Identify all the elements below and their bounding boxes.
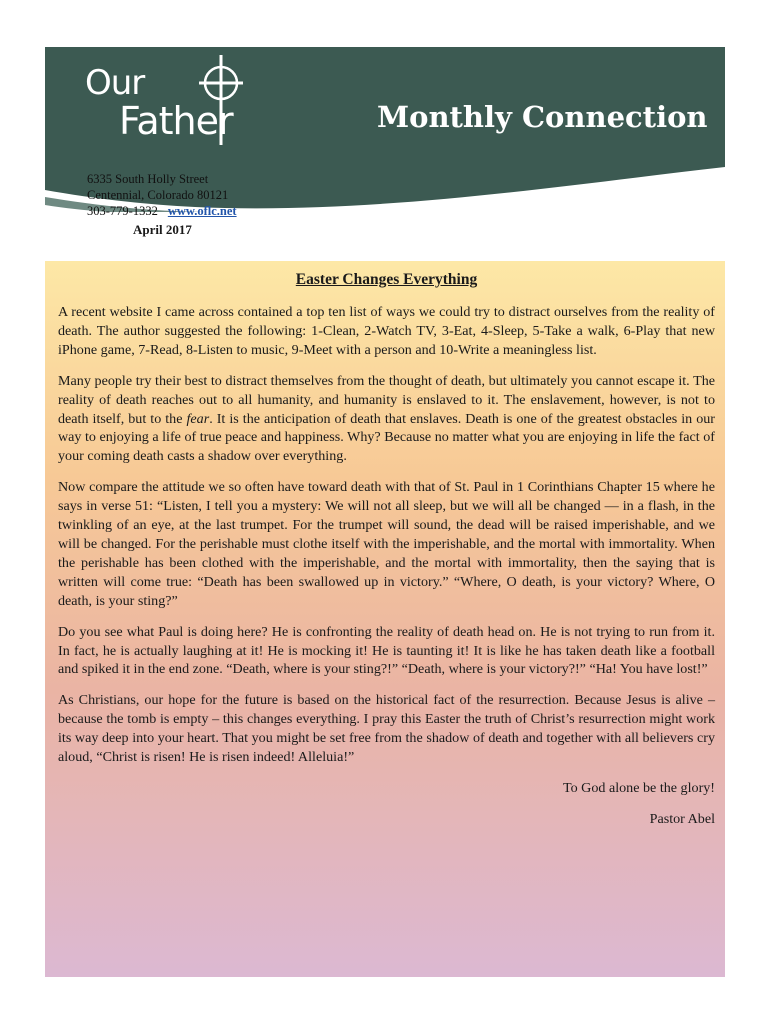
article-box [45,261,725,977]
church-logo [85,61,255,151]
phone-number: 303-779-1332 [87,204,158,218]
address-city: Centennial, Colorado 80121 [87,188,229,202]
article-paragraph-4: Do you see what Paul is doing here? He is confronting the reality of death head on. He is not trying to run from it. In fact, he is actually laughing at it! He is mocking it! He is taunting it! It is like he has taken death like a football and spiked it in the end zone. “Death, where is your sting?!” “Death, where is your victory?!” “Ha! You have lost!” [58,623,715,678]
article-paragraph-2 [58,372,715,467]
church-address [87,171,237,219]
website-link[interactable]: www.oflc.net [167,204,237,218]
paragraph-2-part-2: . It is the anticipation of death that enslaves. Death is one of the greatest obstacles in our way to enjoying a life of true peace and happiness. Why? Because no matter what you are enjoying in life the fact of your coming death casts a shadow over everything. [58,410,715,465]
logo-word-father: Father [119,99,233,143]
contact-line [87,203,237,219]
signature: Pastor Abel [649,810,715,827]
cross-icon [193,53,249,153]
address-street: 6335 South Holly Street [87,172,209,186]
newsletter-title: Monthly Connection [377,100,708,134]
emphasis-fear: fear [186,410,210,427]
closing-line: To God alone be the glory! [562,779,715,796]
issue-date: April 2017 [133,222,192,237]
article-title: Easter Changes Everything [295,271,478,288]
paragraph-2-part-1: Many people try their best to distract themselves from the thought of death, but ultimately you cannot escape it. The reality of death reaches out to all humanity, and humanity is enslaved to it. The enslavement, however, is not to death itself, but to the [58,372,715,427]
logo-word-our: Our [85,63,145,103]
article-paragraph-3: Now compare the attitude we so often have toward death with that of St. Paul in 1 Corinthians Chapter 15 where he says in verse 51: “Listen, I tell you a mystery: We will not all sleep, but we will all be changed — in a flash, in the twinkling of an eye, at the last trumpet. For the trumpet will sound, the dead will be raised imperishable, and we will be changed. For the perishable must clothe itself with the imperishable, and the mortal with immortality. When the perishable has been clothed with the imperishable, and the mortal with immortality, then the saying that is written will come true: “Death has been swallowed up in victory.” “Where, O death, is your victory? Where, O death, is your sting?” [58,479,715,609]
newsletter-header [45,47,725,261]
article-paragraph-1: A recent website I came across contained a top ten list of ways we could try to distract ourselves from the reality of death. The author suggested the following: 1-Clean, 2-Watch TV, 3-Eat, 4-Sleep, 5-Take a walk, 6-Play that new iPhone game, 7-Read, 8-Listen to music, 9-Meet with a person and 10-Write a meaningless list. [58,304,715,358]
article-paragraph-5: As Christians, our hope for the future is based on the historical fact of the resurrection. Because Jesus is alive – because the tomb is empty – this changes everything. I pray this Easter the truth of Christ’s resurrection might work its way deep into your heart. That you might be set free from the shadow of death and together with all believers cry aloud, “Christ is risen! He is risen indeed! Alleluia!” [58,692,715,766]
